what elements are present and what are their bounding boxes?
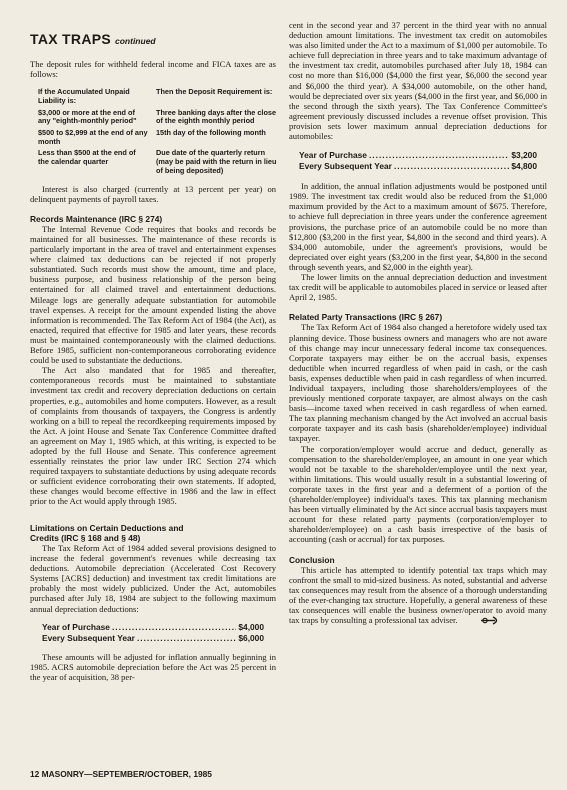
table-row-label: Every Subsequent Year — [299, 161, 392, 172]
records-paragraph-2: The Act also mandated that for 1985 and thereafter, contemporaneous records must be maintained to substantiate investment tax credit and recovery depreciation deductions on certain properties, e.g., automobiles and home computers. However, as a result of complaints from thousands of taxpayers, the Congress is ardently working on a bill to repeal the recordkeeping requirements imposed by the Act. A joint House and Senate Tax Conference Committee drafted an agreement on May 1, 1985 which, at this writing, is expected to be adopted by the full House and Senate. This conference agreement essentially reinstates the prior law under IRC Section 274 which required taxpayers to substantiate deductions by using adequate records or sufficient evidence corroborating their own statements. If adopted, these changes would become effective in 1986 and the law in effect prior to the Act would apply through 1985. — [30, 365, 276, 507]
deposit-table-cell: Less than $500 at the end of the calendar quarter — [38, 148, 136, 167]
table-row-label: Year of Purchase — [42, 621, 110, 632]
deposit-table-cell: $500 to $2,999 at the end of any month — [38, 128, 148, 146]
article-continued-label: continued — [115, 36, 156, 46]
table-row-amount: $4,000 — [238, 621, 264, 632]
article-title: TAX TRAPS — [30, 31, 111, 47]
records-paragraph-1: The Internal Revenue Code requires that books and records be maintained for all businesses. The maintenance of these records is particularly important in the area of travel and entertainment expenses where claimed tax deductions can be rejected if not properly substantiated. Such records must show the amount, time and place, business purpose, and business relationship of the person being entertained for all claimed travel and entertainment deductions. Mileage logs are generally adequate substantiation for automobile travel expenses. A receipt for the amount expended listing the above information is recommended. The Tax Reform Act of 1984 (the Act), as enacted, required that effective for 1985 and later years, these records must be maintained contemporaneously with the claimed deductions. Before 1985, sufficient non-contemporaneous corroborating evidence could be used to substantiate the deductions. — [30, 223, 276, 366]
table-row — [42, 622, 264, 633]
records-heading: Records Maintenance (IRC § 274) — [30, 213, 163, 224]
right-paragraph-2: In addition, the annual inflation adjustments would be postponed until 1989. The investment tax credit would also be reduced from the $1,000 maximum provided by the Act to a maximum amount of $675. Therefore, to achieve full depreciation in three years under the conference agreement provisions, the purchase price of an automobile could be no more than $12,800 ($3,200 in the first year, $4,800 in the second and third years). A $34,000 automobile, under the agreement's provisions, would be depreciated over eight years ($3,200 in the first year, $4,800 in the second through seventh years, and $2,000 in the eighth year). — [289, 181, 547, 272]
related-party-heading: Related Party Transactions (IRC § 267) — [289, 312, 443, 323]
left-column — [30, 59, 276, 682]
table-row-amount: $3,200 — [511, 150, 537, 161]
deposit-table-header: If the Accumulated Unpaid Liability is: — [38, 87, 130, 105]
conclusion-heading: Conclusion — [289, 554, 335, 565]
dot-leader — [394, 161, 509, 172]
revised-limits-table — [299, 150, 537, 172]
deposit-rules-table — [38, 88, 276, 175]
deposit-table-header: Then the Deposit Requirement is: — [156, 87, 273, 97]
deposit-table-cell: Due date of the quarterly return (may be paid with the return in lieu of being deposited) — [156, 148, 277, 175]
dot-leader — [369, 150, 509, 161]
dot-leader — [137, 633, 236, 644]
limitations-paragraph-1: The Tax Reform Act of 1984 added several provisions designed to increase the federal government's revenues while decreasing tax deductions. Automobile depreciation (Accelerated Cost Recovery Systems [ACRS] deduction) and investment tax credit limitations are probably the most widely publicized. Under the Act, automobiles purchased after July 18, 1984 are subject to the following maximum annual depreciation deductions: — [30, 542, 276, 614]
table-row — [299, 161, 537, 172]
table-row-label: Every Subsequent Year — [42, 632, 135, 643]
interest-paragraph: Interest is also charged (currently at 13 percent per year) on delinquent payments of payroll taxes. — [30, 183, 276, 204]
table-row — [42, 633, 264, 644]
table-row-label: Year of Purchase — [299, 150, 367, 161]
limitations-heading-line-1: Limitations on Certain Deductions and — [30, 522, 184, 533]
related-party-paragraph-1: The Tax Reform Act of 1984 also changed a heretofore widely used tax planning device. Those business owners and managers who are not aware of this change may incur unnecessary federal income tax consequences. Corporate taxpayers may either be on the accrual basis, expenses deductible when incurred regardless of when paid in cash, or the cash basis, expenses deductible when paid in cash regardless of when incurred. Individual taxpayers, including those shareholders/employees of the previously mentioned corporate taxpayer, are almost always on the cash basis—income taxed when received in cash regardless of when earned. The tax planning mechanism changed by the Act involved an accrual basis corporate taxpayer and its cash basis (shareholder/employee) individual taxpayer. — [289, 322, 547, 444]
article-header — [30, 31, 156, 49]
limitations-heading — [30, 523, 276, 543]
conclusion-paragraph — [289, 565, 547, 627]
table-row-amount: $4,800 — [511, 161, 537, 172]
page-footer: 12 MASONRY—SEPTEMBER/OCTOBER, 1985 — [30, 769, 212, 779]
depreciation-limits-table — [42, 622, 264, 644]
right-paragraph-3: The lower limits on the annual depreciation deduction and investment tax credit will be applicable to automobiles placed in service or leased after April 2, 1985. — [289, 271, 547, 303]
dot-leader — [112, 622, 236, 633]
limitations-heading-line-2: Credits (IRC § 168 and § 48) — [30, 532, 141, 543]
right-column — [289, 20, 547, 627]
related-party-paragraph-2: The corporation/employer would accrue and deduct, generally as compensation to the shareholder/employee, an amount in one year which would not be taxable to the shareholder/employee until the next year, within limitations. This would usually result in a substantial lowering of corporate taxes in the first year and a deferment of a portion of the (shareholder/employee) individual's taxes. This tax planning mechanism has been virtually eliminated by the Act since accrual basis taxpayers must account for these related party payments (corporation/employer to shareholder/employee) on a cash basis irrespective of the basis of accounting (cash or accrual) for tax purposes. — [289, 443, 547, 545]
conclusion-text: This article has attempted to identify potential tax traps which may confront the small to mid-sized business. As noted, substantial and adverse tax consequences may result from the absence of a thorough understanding of the ever-changing tax structure. Hopefully, a general awareness of these tax consequences will enable the business owner/operator to avoid many tax traps by consulting a professional tax adviser. — [289, 564, 547, 626]
table-row — [299, 150, 537, 161]
deposit-intro: The deposit rules for withheld federal income and FICA taxes are as follows: — [30, 59, 276, 80]
deposit-table-cell: Three banking days after the close of the eighth monthly period — [156, 107, 277, 126]
deposit-table-cell: $3,000 or more at the end of any "eighth-monthly period" — [38, 107, 137, 126]
right-paragraph-1: cent in the second year and 37 percent in the third year with no annual deduction amount limitations. The investment tax credit on automobiles was also limited under the Act to a maximum of $1,000 per automobile. To achieve full depreciation in three years and to take maximum advantage of the investment tax credit, automobiles purchased after July 18, 1984 can cost no more than $16,000 ($4,000 the first year, $6,000 the second year and $6,000 the third year). A $34,000 automobile, on the other hand, would be depreciated over six years ($4,000 in the first year, and $6,000 in the second through the sixth years). The Tax Conference Committee's agreement previously discussed includes a revenue offset provision. This provision sets lower maximum annual depreciation deductions for automobiles: — [289, 20, 547, 142]
table-row-amount: $6,000 — [238, 632, 264, 643]
end-of-article-icon — [468, 616, 502, 627]
deposit-table-cell: 15th day of the following month — [156, 128, 266, 137]
limitations-paragraph-2: These amounts will be adjusted for inflation annually beginning in 1985. ACRS automobile depreciation before the Act was 25 percent in the year of acquisition, 38 per- — [30, 651, 276, 682]
